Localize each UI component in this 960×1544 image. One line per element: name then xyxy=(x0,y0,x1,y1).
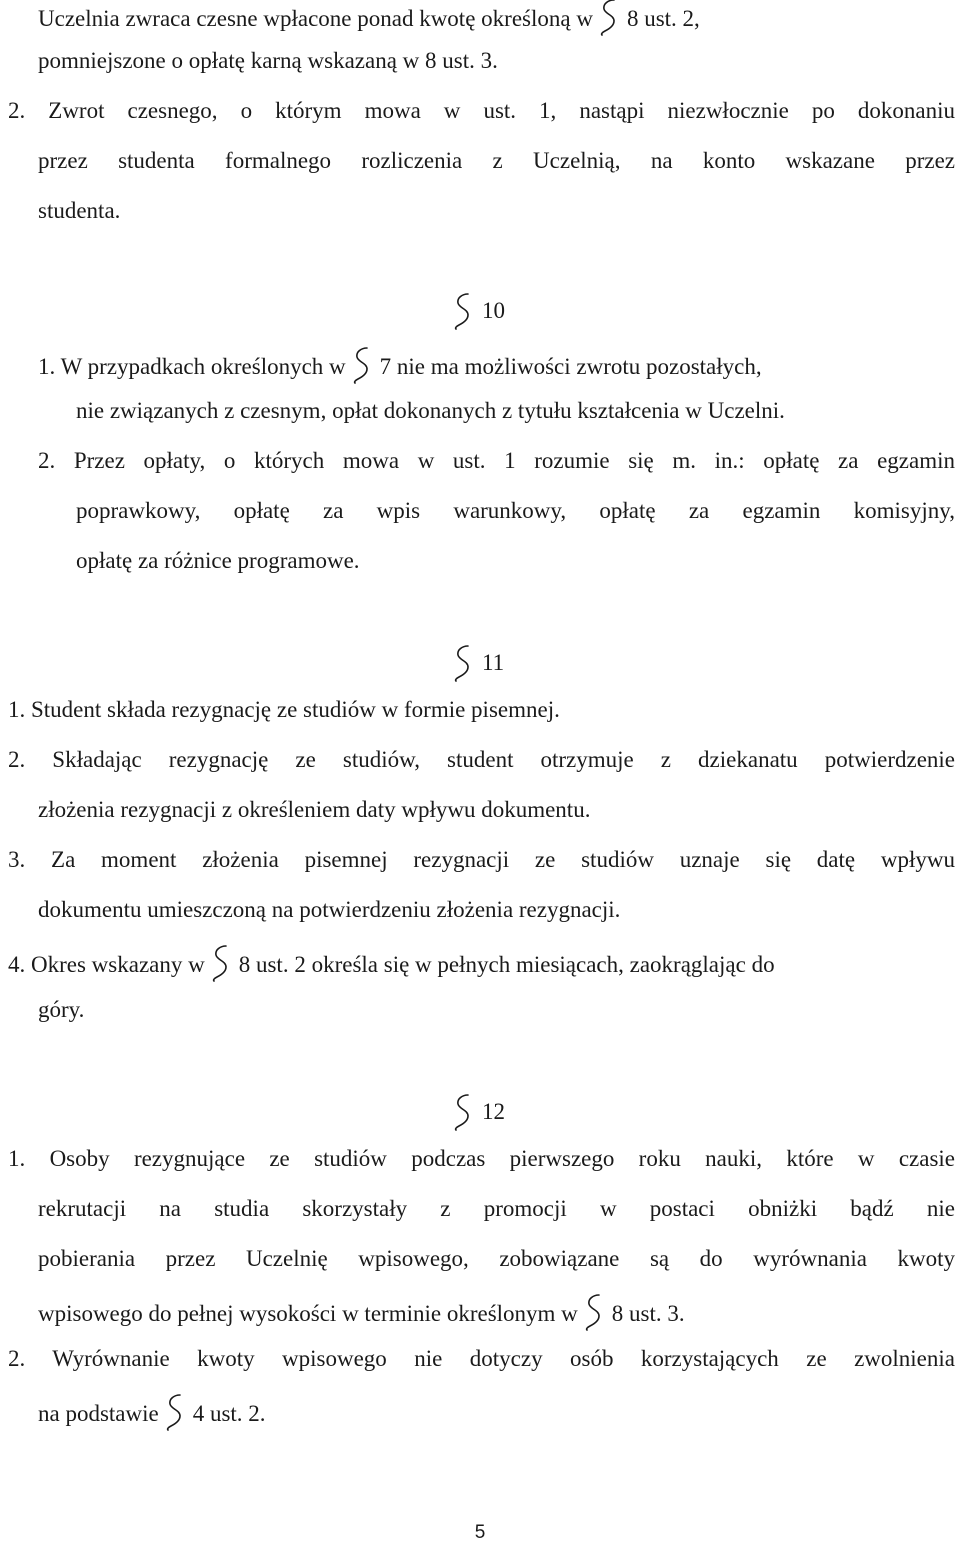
section-number: 12 xyxy=(482,1099,505,1124)
section-sign-icon xyxy=(211,944,231,982)
text-line: 3. Za moment złożenia pisemnej rezygnacji ze studiów uznaje się datę wpływu xyxy=(8,847,955,872)
text-line xyxy=(38,1293,685,1331)
text-line: pobierania przez Uczelnię wpisowego, zobowiązane są do wyrównania kwoty xyxy=(38,1246,955,1271)
section-sign-icon xyxy=(352,346,372,384)
text-line xyxy=(38,346,956,384)
section-number: 10 xyxy=(482,298,505,323)
text-line xyxy=(8,944,958,982)
section-heading xyxy=(452,1093,505,1131)
text-line: 2. Zwrot czesnego, o którym mowa w ust. 1, nastąpi niezwłocznie po dokonaniu xyxy=(8,98,955,123)
section-sign-icon xyxy=(584,1293,604,1331)
section-sign-icon xyxy=(452,292,474,330)
text-span: 8 ust. 2, xyxy=(626,6,700,31)
section-heading xyxy=(452,644,504,682)
text-line: 1. Osoby rezygnujące ze studiów podczas pierwszego roku nauki, które w czasie xyxy=(8,1146,955,1171)
text-line: studenta. xyxy=(38,198,121,223)
text-span: na podstawie xyxy=(38,1401,159,1426)
text-line: pomniejszone o opłatę karną wskazaną w 8 ust. 3. xyxy=(38,48,498,73)
text-line: 2. Składając rezygnację ze studiów, student otrzymuje z dziekanatu potwierdzenie xyxy=(8,747,955,772)
section-sign-icon xyxy=(165,1393,185,1431)
text-line: rekrutacji na studia skorzystały z promocji w postaci obniżki bądź nie xyxy=(38,1196,955,1221)
text-line: 2. Wyrównanie kwoty wpisowego nie dotyczy osób korzystających ze zwolnienia xyxy=(8,1346,955,1371)
text-span: 7 nie ma możliwości zwrotu pozostałych, xyxy=(379,354,762,379)
text-line: góry. xyxy=(38,997,85,1022)
text-line: przez studenta formalnego rozliczenia z Uczelnią, na konto wskazane przez xyxy=(38,148,955,173)
text-line xyxy=(38,0,956,36)
text-span: 4. Okres wskazany w xyxy=(8,952,205,977)
section-sign-icon xyxy=(452,644,474,682)
text-span: 4 ust. 2. xyxy=(192,1401,266,1426)
section-sign-icon xyxy=(599,0,619,36)
text-line: nie związanych z czesnym, opłat dokonanych z tytułu kształcenia w Uczelni. xyxy=(76,398,785,423)
text-line: 1. Student składa rezygnację ze studiów w formie pisemnej. xyxy=(8,697,560,722)
text-span: Uczelnia zwraca czesne wpłacone ponad kwotę określoną w xyxy=(38,6,593,31)
section-number: 11 xyxy=(482,650,505,675)
text-span: 1. W przypadkach określonych w xyxy=(38,354,346,379)
text-span: 8 ust. 2 określa się w pełnych miesiącach, zaokrąglając do xyxy=(238,952,775,977)
text-line: dokumentu umieszczoną na potwierdzeniu złożenia rezygnacji. xyxy=(38,897,621,922)
text-span: wpisowego do pełnej wysokości w terminie określonym w xyxy=(38,1301,578,1326)
text-line: opłatę za różnice programowe. xyxy=(76,548,360,573)
text-line: złożenia rezygnacji z określeniem daty wpływu dokumentu. xyxy=(38,797,591,822)
text-line: poprawkowy, opłatę za wpis warunkowy, opłatę za egzamin komisyjny, xyxy=(76,498,955,523)
page-number: 5 xyxy=(474,1522,486,1543)
section-heading xyxy=(452,292,505,330)
text-line xyxy=(38,1393,266,1431)
text-line: 2. Przez opłaty, o których mowa w ust. 1 rozumie się m. in.: opłatę za egzamin xyxy=(38,448,955,473)
text-span: 8 ust. 3. xyxy=(611,1301,685,1326)
section-sign-icon xyxy=(452,1093,474,1131)
